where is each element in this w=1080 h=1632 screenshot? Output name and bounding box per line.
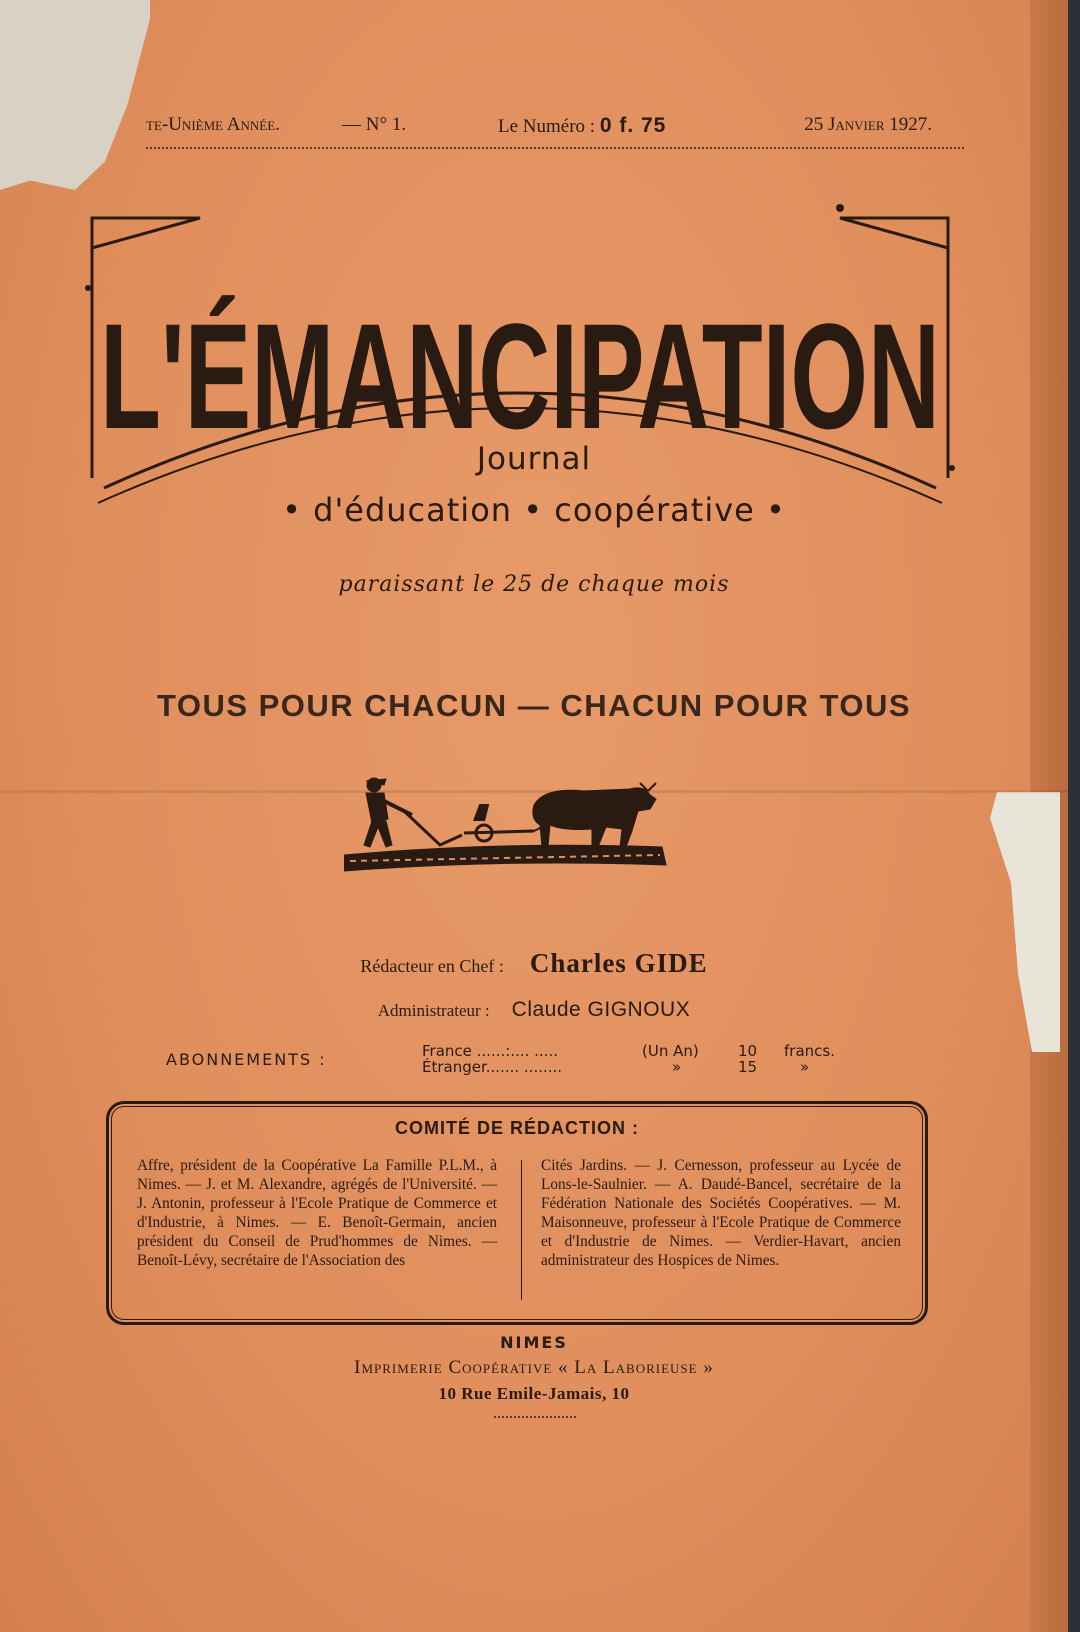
subscriptions: [166, 1042, 886, 1080]
issue-date: 25 Janvier 1927.: [804, 114, 932, 135]
committee-right-column: Cités Jardins. — J. Cernesson, professeur au Lycée de Lons-le-Saulnier. — A. Daudé-Bancel, secrétaire de la Fédération Nationale des Sociétés Coopératives. — M. Maisonneuve, professeur à l'Ecole Pratique de Commerce et d'Industrie de Nimes. — Verdier-Havart, ancien administrateur des Hospices de Nimes.: [541, 1157, 901, 1269]
periodicity-note: paraissant le 25 de chaque mois: [338, 572, 730, 597]
price-label: Le Numéro :: [498, 116, 596, 137]
newspaper-title: L'ÉMANCIPATION: [100, 292, 940, 460]
subscription-region: Étranger....... ........: [422, 1058, 563, 1076]
issue-price: [498, 114, 666, 138]
admin-line: [0, 998, 1068, 1022]
editor-line: [0, 948, 1068, 979]
subscription-amount: 15: [738, 1058, 758, 1076]
subtitle-journal: Journal: [476, 441, 592, 477]
committee-title: COMITÉ DE RÉDACTION :: [395, 1118, 639, 1138]
admin-label: Administrateur :: [377, 1001, 490, 1020]
issue-line: [146, 114, 942, 142]
issue-number: — N° 1.: [342, 114, 407, 135]
imprint-city: NIMES: [500, 1333, 568, 1352]
subscription-region: France ......:.... .....: [422, 1042, 558, 1060]
subscription-amount: 10: [738, 1042, 758, 1060]
committee-left-column: Affre, président de la Coopérative La Famille P.L.M., à Nimes. — J. et M. Alexandre, agrégés de l'Université. — J. Antonin, professeur à l'Ecole Pratique de Commerce et d'Industrie, à Nimes. — E. Benoît-Germain, ancien président du Conseil de Prud'hommes de Nimes. — Benoît-Lévy, secrétaire de l'Association des: [137, 1157, 497, 1269]
dotted-rule: [494, 1416, 576, 1418]
imprint-address: 10 Rue Emile-Jamais, 10: [438, 1384, 630, 1403]
subscription-unit: francs.: [784, 1042, 835, 1060]
price-value: 0 f. 75: [599, 114, 667, 137]
masthead: [80, 188, 960, 528]
subscription-term: »: [672, 1058, 682, 1076]
ornament-dot: [836, 204, 844, 212]
masthead-frame: [80, 188, 960, 528]
admin-name: Claude GIGNOUX: [511, 998, 691, 1021]
subscription-unit: »: [800, 1058, 810, 1076]
editor-label: Rédacteur en Chef :: [360, 956, 504, 976]
motto: TOUS POUR CHACUN — CHACUN POUR TOUS: [156, 688, 912, 723]
subtitle-education: • d'éducation • coopérative •: [282, 491, 786, 529]
imprint-printer: Imprimerie Coopérative « La Laborieuse »: [354, 1357, 714, 1378]
issue-year: te-Unième Année.: [146, 114, 280, 135]
column-divider: [521, 1160, 522, 1300]
torn-corner: [0, 0, 150, 190]
editorial-committee-box: [106, 1101, 928, 1325]
subscription-term: (Un An): [642, 1042, 699, 1060]
ploughman-with-ox-icon: [344, 775, 676, 875]
subscriptions-label: ABONNEMENTS :: [166, 1050, 327, 1069]
dotted-rule: [146, 147, 964, 149]
editor-name: Charles GIDE: [529, 948, 708, 978]
